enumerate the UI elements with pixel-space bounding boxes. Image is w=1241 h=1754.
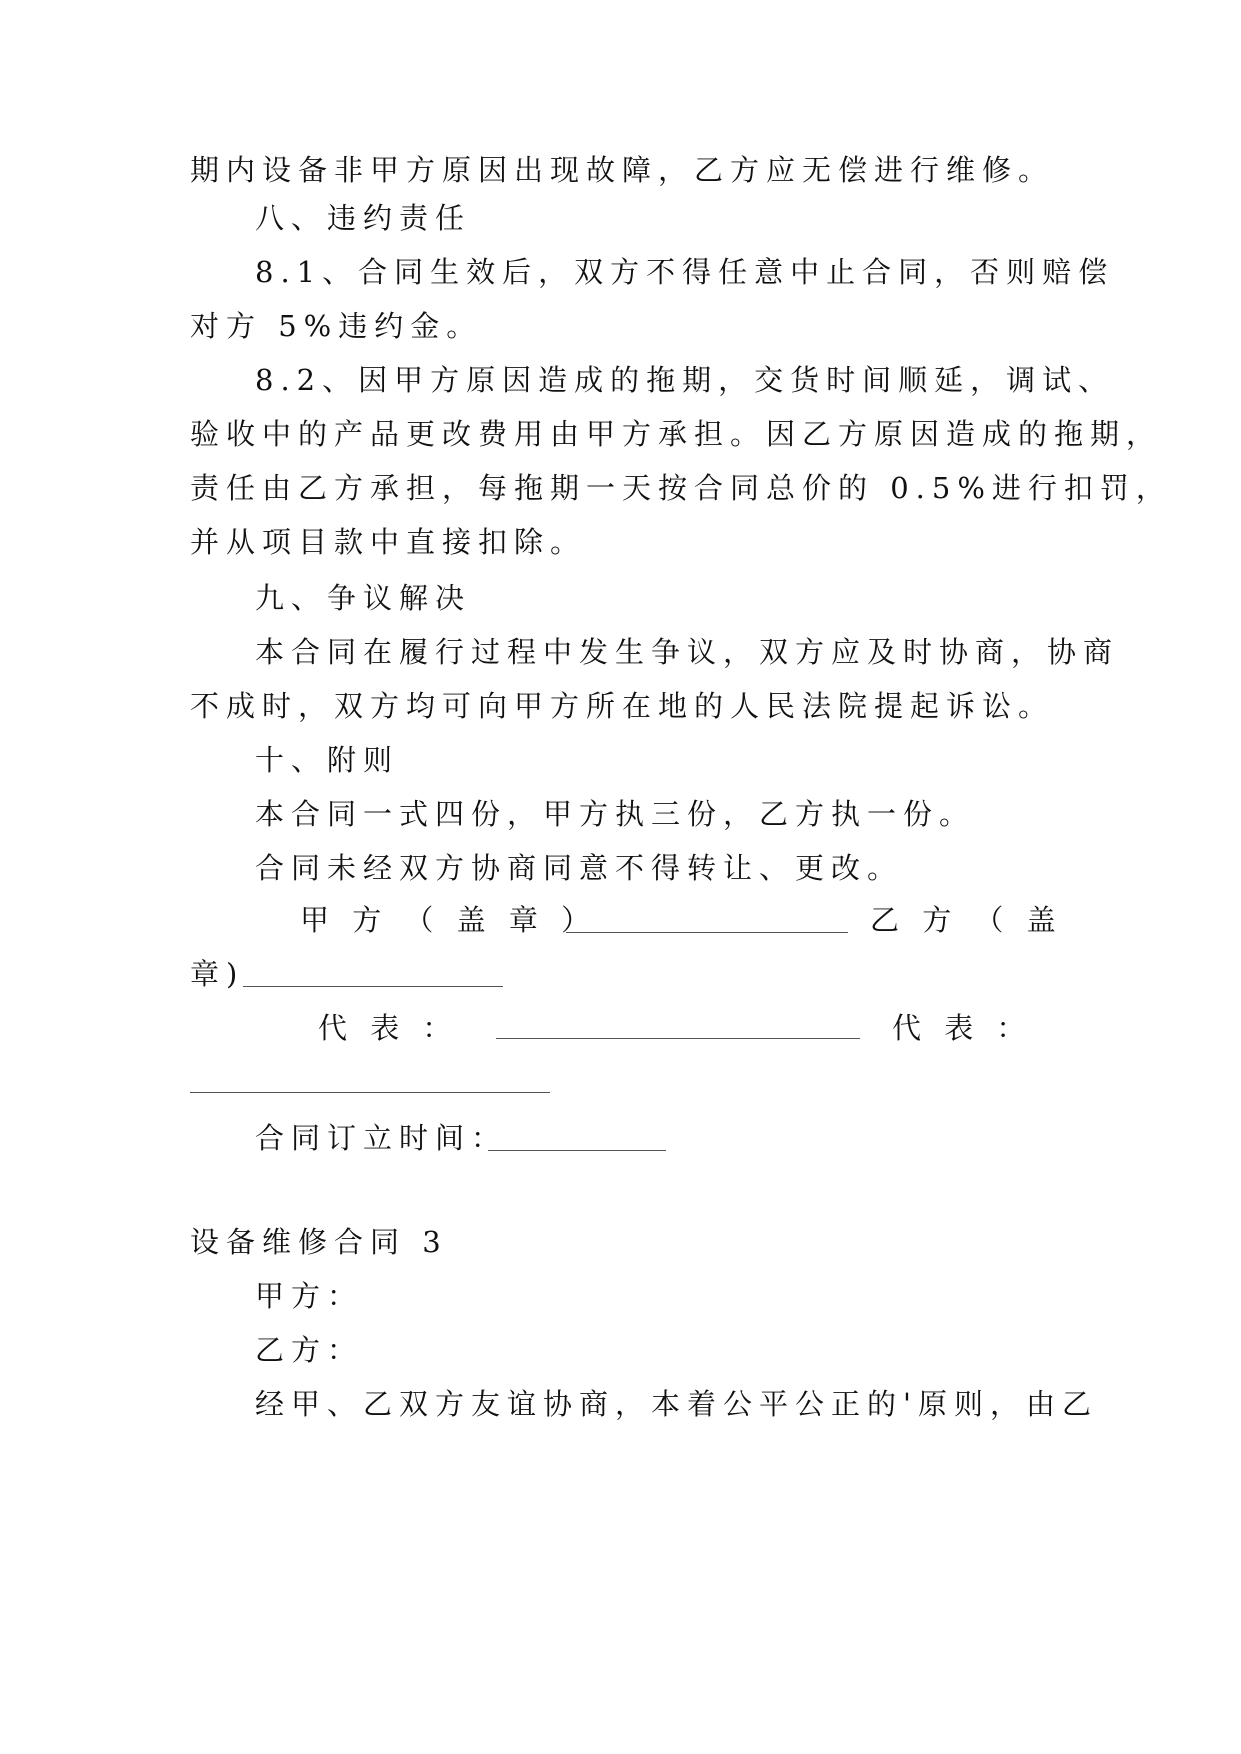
party-b-line: 乙方： <box>255 1333 364 1367</box>
party-b-representative-label: 代 表 ： <box>892 1011 1033 1045</box>
clause-8-2-line: 验收中的产品更改费用由甲方承担。因乙方原因造成的拖期， <box>190 417 1163 451</box>
party-a-representative-blank <box>496 1012 860 1039</box>
party-a-seal-label: 甲 方 （ 盖 章 ） <box>300 903 598 937</box>
clause-8-2-line: 8.2、因甲方原因造成的拖期，交货时间顺延，调试、 <box>255 363 1115 397</box>
section-title: 设备维修合同 3 <box>190 1225 448 1259</box>
section-heading-9: 九、争议解决 <box>255 581 472 615</box>
section-heading-10: 十、附则 <box>255 743 400 777</box>
party-a-line: 甲方： <box>255 1279 364 1313</box>
clause-8-2-line: 并从项目款中直接扣除。 <box>190 525 587 559</box>
party-b-seal-label: 乙 方 （ 盖 <box>870 903 1063 937</box>
party-b-seal-blank <box>243 960 503 987</box>
party-b-representative-blank <box>190 1066 550 1093</box>
appendix-line: 合同未经双方协商同意不得转让、更改。 <box>255 851 904 885</box>
clause-8-2-line: 责任由乙方承担，每拖期一天按合同总价的 0.5%进行扣罚， <box>190 471 1172 505</box>
contract-date-blank <box>488 1124 666 1151</box>
party-b-seal-label-cont: 章) <box>190 957 245 991</box>
preamble-line: 经甲、乙双方友谊协商，本着公平公正的'原则，由乙 <box>255 1387 1098 1421</box>
party-a-seal-blank <box>566 906 848 933</box>
section-heading-8: 八、违约责任 <box>255 201 472 235</box>
signature-row <box>300 900 597 940</box>
appendix-line: 本合同一式四份，甲方执三份，乙方执一份。 <box>255 797 976 831</box>
party-a-representative-label: 代 表 ： <box>318 1011 459 1045</box>
clause-8-1-line: 对方 5%违约金。 <box>190 309 483 343</box>
dispute-clause-line: 不成时，双方均可向甲方所在地的人民法院提起诉讼。 <box>190 689 1055 723</box>
contract-date-label: 合同订立时间： <box>255 1121 508 1155</box>
dispute-clause-line: 本合同在履行过程中发生争议，双方应及时协商，协商 <box>255 635 1120 669</box>
paragraph-line: 期内设备非甲方原因出现故障，乙方应无偿进行维修。 <box>190 153 1055 187</box>
clause-8-1-line: 8.1、合同生效后，双方不得任意中止合同，否则赔偿 <box>255 255 1115 289</box>
